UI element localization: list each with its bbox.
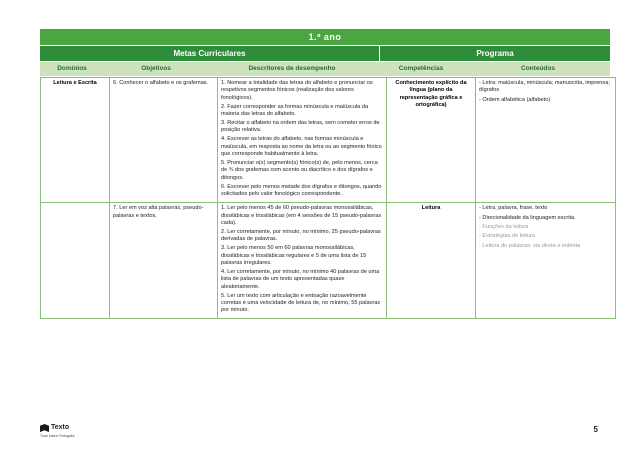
conteudo-item: - Letra: maiúscula, minúscula; manuscrita, imprensa; dígrafos <box>479 80 610 94</box>
publisher-logo <box>40 423 100 441</box>
conteudos-cell <box>476 78 616 203</box>
col-header-conteudos: Conteúdos <box>521 65 555 72</box>
page-number: 5 <box>593 425 598 434</box>
descritores-cell <box>218 78 387 203</box>
col-header-objetivos: Objetivos <box>141 65 171 72</box>
descritor-item: 6. Escrever pelo menos metade dos dígrafos e ditongos, quando solicitados pelo valor fonológico correspondente. <box>221 183 382 198</box>
descritor-item: 5. Ler um texto com articulação e entoação razoavelmente corretas e uma velocidade de leitura de, no mínimo, 55 palavras por minuto. <box>221 292 381 314</box>
conteudos-cell <box>476 203 616 319</box>
objetivo-cell: 6. Conhecer o alfabeto e os grafemas. <box>110 78 218 203</box>
conteudo-item: - Estratégias de leitura <box>479 233 535 240</box>
competencia-cell: Conhecimento explícito da língua (plano da representação gráfica e ortográfica) <box>387 78 476 203</box>
descritor-item: 4. Escrever as letras do alfabeto, nas formas minúscula e maiúscula, em resposta ao nome da letra ou ao segmento fónico que corresponde habitualmente à letra. <box>221 136 382 158</box>
descritor-item: 3. Recitar o alfabeto na ordem das letras, sem cometer erros de posição relativa. <box>221 120 380 134</box>
table-row <box>41 78 616 203</box>
col-header-competencias: Competências <box>398 65 444 72</box>
descritores-cell <box>218 203 387 319</box>
descritor-item: 5. Pronunciar o(s) segmento(s) fónico(s) de, pelo menos, cerca de ¾ dos grafemas com acento ou diacrítico e dos dígrafos e ditongos. <box>221 160 378 181</box>
column-header-row <box>40 62 610 76</box>
descritor-item: 1. Nomear a totalidade das letras do alfabeto e pronunciar os respetivos segmentos fónicos (realização dos valores fonológicos). <box>221 80 373 101</box>
col-header-dominios: Domínios <box>57 65 87 72</box>
conteudo-item: - Ordem alfabética (alfabeto) <box>479 96 551 103</box>
descritor-item: 3. Ler pelo menos 50 em 60 palavras monossilábicas, dissilábicas e trissilábicas regulares e 5 de uma lista de 15 palavras irregulares. <box>221 245 367 266</box>
book-icon <box>40 424 49 433</box>
descritor-item: 2. Fazer corresponder as formas minúscula e maiúscula da maioria das letras do alfabeto. <box>221 103 369 118</box>
objetivo-cell: 7. Ler em voz alta palavras, pseudo-palavras e textos. <box>110 203 218 319</box>
conteudo-item: - Direcionalidade da linguagem escrita. <box>479 214 576 221</box>
year-banner: 1.º ano <box>40 29 610 45</box>
descritor-item: 2. Ler corretamente, por minuto, no mínimo, 25 pseudo-palavras derivadas de palavras. <box>221 228 381 243</box>
descritor-item: 4. Ler corretamente, por minuto, no mínimo 40 palavras de uma lista de palavras de um texto apresentadas quase aleatoriamente. <box>221 268 380 290</box>
conteudo-item: - Letra, palavra, frase, texto <box>479 205 548 212</box>
brand-name: Texto <box>51 424 70 431</box>
descritor-item: 1. Ler pelo menos 45 de 60 pseudo-palavras monossilábicas, dissilábicas e trissilábicas (em 4 sessões de 15 pseudo-palavras cada). <box>221 205 382 226</box>
dominio-cell: Leitura e Escrita <box>41 78 110 203</box>
competencia-cell: Leitura <box>387 203 476 319</box>
table-row <box>41 203 616 319</box>
curriculum-table <box>40 77 616 319</box>
brand-tagline: Tudo sobre Português <box>40 434 75 438</box>
col-header-descritores: Descritores de desempenho <box>248 65 336 72</box>
section-banner <box>40 46 610 61</box>
conteudo-item: - Leitura de palavras: via direta e indireta <box>479 242 581 249</box>
programa-heading: Programa <box>380 46 610 61</box>
dominio-cell <box>41 203 110 319</box>
metas-curriculares-heading: Metas Curriculares <box>40 46 379 61</box>
conteudo-item: - Funções da leitura <box>479 223 529 230</box>
